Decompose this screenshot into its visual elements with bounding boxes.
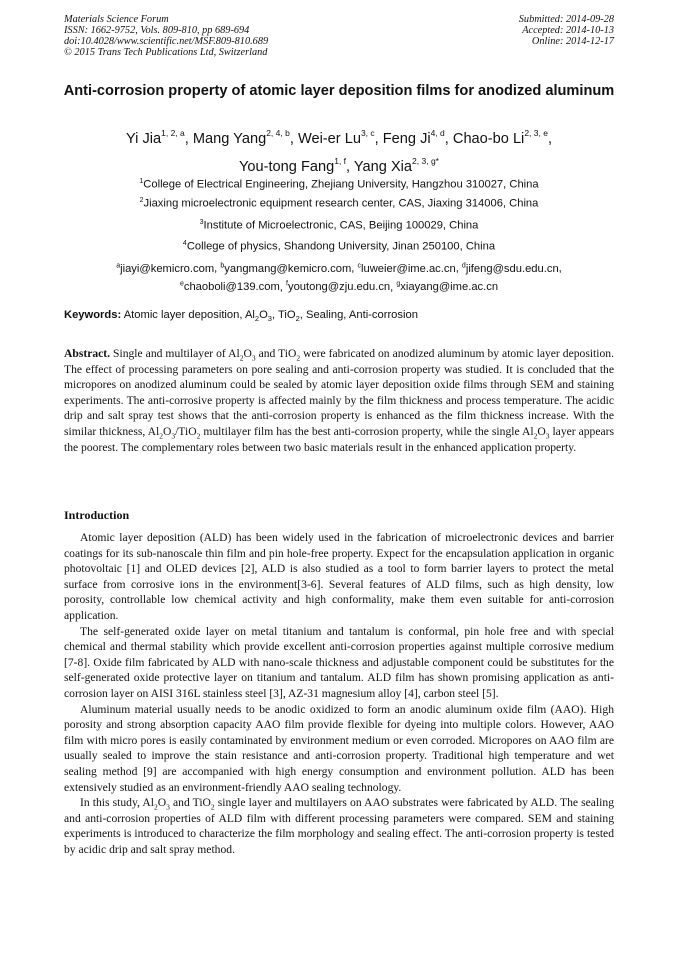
- journal-header: [64, 14, 268, 58]
- section-heading: Introduction: [64, 508, 130, 522]
- author: You-tong Fang$^{1, f}$: [239, 155, 347, 175]
- doi-line[interactable]: doi:10.4028/www.scientific.net/MSF.809-810.689: [64, 36, 269, 47]
- abstract: [64, 346, 614, 455]
- keywords-label: Keywords:: [64, 309, 122, 321]
- submitted-date: Submitted: 2014-09-28: [518, 14, 614, 25]
- introduction-body: [64, 530, 614, 857]
- author: Wei-er Lu$^{3, c}$: [297, 128, 375, 147]
- email-link[interactable]: $^g$xiayang@ime.ac.cn: [396, 280, 499, 294]
- author: Chao-bo Li$^{2, 3, e}$: [452, 128, 548, 147]
- affiliation: $^3$Institute of Microelectronic, CAS, Beijing 100029, China: [199, 219, 479, 232]
- issn-line: ISSN: 1662-9752, Vols. 809-810, pp 689-694: [64, 25, 250, 36]
- intro-paragraph: Atomic layer deposition (ALD) has been widely used in the fabrication of microelectronic devices and barrier coatings for its sub-nanoscale thin film and pin hole-free property. Expect for the encapsulation application in organic photovoltaic [1] and OLED devices [2], ALD is also studied as a tool to form barrier layers to protect the metal surface from corrosive ions in the environment[3-6]. Several features of ALD films, such as high density, low porosity, controllable low chemical activity and high conformality, make them even suitable for anti-corrosion application.: [64, 531, 614, 622]
- email-link[interactable]: $^a$jiayi@kemicro.com: [116, 262, 215, 275]
- affiliation: $^4$College of physics, Shandong University, Jinan 250100, China: [182, 240, 496, 253]
- email-link[interactable]: $^f$youtong@zju.edu.cn: [286, 280, 391, 294]
- email-link[interactable]: $^e$chaoboli@139.com: [179, 280, 280, 294]
- affiliation: $^2$Jiaxing microelectronic equipment research center, CAS, Jiaxing 314006, China: [139, 197, 539, 210]
- email-link[interactable]: $^b$yangmang@kemicro.com: [220, 262, 352, 275]
- intro-paragraph: In this study, $Al_2O_3$ and TiO$_2$ single layer and multilayers on AAO substrates were fabricated by ALD. The sealing and anti-corrosion properties of ALD film with different processing parameters were compared. SEM and staining experiments is introduced to characterize the film morphology and sealing effect. The anti-corrosion property is tested by acidic drip and salt spray method.: [64, 796, 614, 856]
- dates-header: [519, 14, 614, 47]
- abstract-label: Abstract.: [64, 347, 111, 360]
- keywords-line: Keywords: Atomic layer deposition, $Al_2O_3$, TiO$_2$, Sealing, Anti-corrosion: [64, 309, 418, 324]
- abstract-paragraph: Abstract. Single and multilayer of $Al_2O_3$ and TiO$_2$ were fabricated on anodized aluminum by atomic layer deposition. The effect of processing parameters on pore sealing and anti-corrosion property was studied. It is concluded that the micropores on anodized aluminum could be sealed by atomic layer deposition oxide films through SEM and staining experiments. The anti-corrosive property is affected mainly by the film thickness and process temperature. The acidic drip and salt spray test shows that the anti-corrosion property is enhanced as the film thickness increase. With the similar thickness, $Al_2O_3/TiO_2$ multilayer film has the best anti-corrosion property, while the single $Al_2O_3$ layer appears the poorest. The complementary roles between two basic materials result in the enhanced application property.: [64, 347, 615, 454]
- intro-paragraph: The self-generated oxide layer on metal titanium and tantalum is conformal, pin hole free and with special chemical and thermal stability which provide excellent anti-corrosion properties against multiple corrosive medium [7-8]. Oxide film fabricated by ALD with nano-scale thickness and adjustable component could be substitutes for the self-generated oxide protective layer on titanium and tantalum. ALD film has shown promising application as anti-corrosion layer on AISI 316L stainless steel [3], AZ-31 magnesium alloy [4], carbon steel [5].: [64, 624, 614, 700]
- email-list: $^a$jiayi@kemicro.com, $^b$yangmang@kemicro.com, $^c$luweier@ime.ac.cn, $^d$jifeng@sdu.edu.cn, $^e$chaoboli@139.com, $^f$youtong@zju.edu.cn, $^g$xiayang@ime.ac.cn: [116, 262, 562, 294]
- paper-title: Anti-corrosion property of atomic layer deposition films for anodized aluminum: [63, 83, 615, 99]
- author: Yang Xia$^{2, 3, g*}$: [353, 155, 439, 175]
- affiliation: $^1$College of Electrical Engineering, Zhejiang University, Hangzhou 310027, China: [139, 178, 539, 191]
- journal-name: Materials Science Forum: [64, 14, 169, 25]
- intro-paragraph: Aluminum material usually needs to be anodic oxidized to form an anodic aluminum oxide film (AAO). High porosity and strong absorption capacity AAO film provide flexible for dyeing into multiple colors. However, AAO film with micro pores is easily contaminated by environment medium or even corroded. Micropores on AAO film are usually sealed to improve the stain resistance and anti-corrosion property. Traditional high temperature and wet sealing method [9] are accompanied with high energy consumption and environment pollution. ALD has been extensively studied as an environment-friendly AAO sealing technology.: [64, 702, 614, 794]
- online-date: Online: 2014-12-17: [531, 36, 614, 47]
- author-list: Yi Jia$^{1, 2, a}$, Mang Yang$^{2, 4, b}$, Wei-er Lu$^{3, c}$, Feng Ji$^{4, d}$, Chao-bo Li$^{2, 3, e}$, You-tong Fang$^{1, f}$, Yang Xia$^{2, 3, g*}$: [125, 128, 553, 175]
- email-link[interactable]: $^c$luweier@ime.ac.cn: [357, 262, 456, 275]
- accepted-date: Accepted: 2014-10-13: [522, 25, 614, 36]
- author: Mang Yang$^{2, 4, b}$: [192, 128, 290, 147]
- copyright-line: © 2015 Trans Tech Publications Ltd, Switzerland: [64, 47, 268, 58]
- author: Yi Jia$^{1, 2, a}$: [125, 128, 185, 147]
- author: Feng Ji$^{4, d}$: [382, 128, 445, 147]
- email-link[interactable]: $^d$jifeng@sdu.edu.cn: [461, 262, 559, 275]
